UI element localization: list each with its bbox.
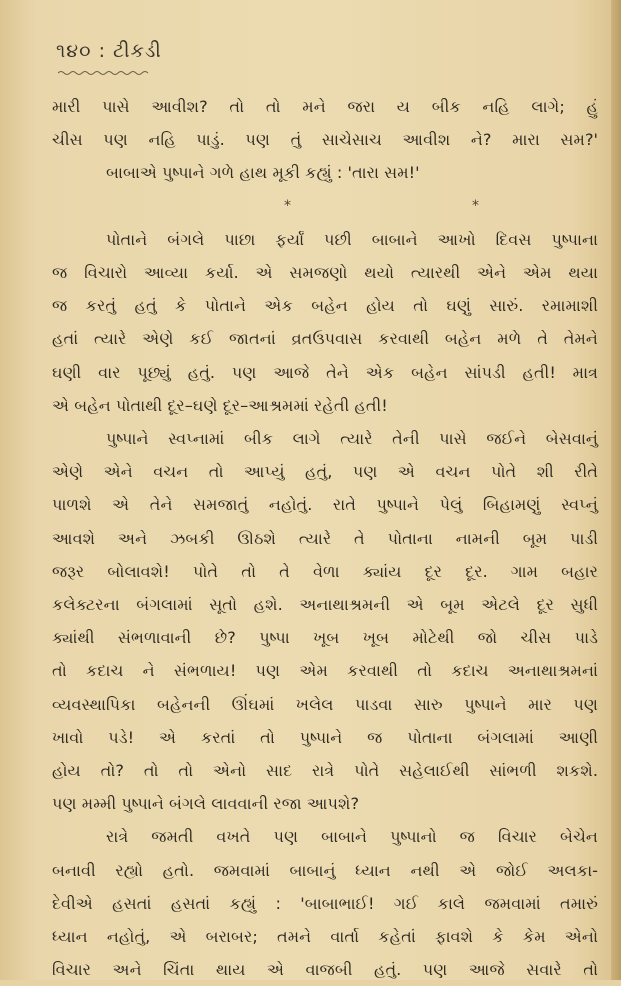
text-line: એણે એને વચન તો આપ્યું હતું, પણ એ વચન પોતે શી રીતે [52, 462, 598, 482]
text-line: પોતાને બંગલે પાછા ફર્યાં પછી બાબાને આખો દિવસ પુષ્પાના [106, 229, 598, 249]
text-line: જરૂર બોલાવશે! પોતે તો તે વેળા ક્યાંય દૂર દૂર. ગામ બહાર [52, 561, 599, 581]
text-line: પણ મમ્મી પુષ્પાને બંગલે લાવવાની રજા આપશે? [52, 794, 360, 814]
body-text [52, 90, 598, 986]
section-break-star: * [284, 197, 291, 214]
text-line: વ્યવસ્થાપિકા બહેનની ઊંઘમાં ખલેલ પાડવા સારુ પુષ્પાને માર પણ [52, 694, 598, 714]
running-header [56, 40, 162, 62]
chapter-title: ટીકડી [113, 40, 162, 62]
text-line: પાળશે એ તેને સમજાતું નહોતું. રાતે પુષ્પાને પેલું બિહામણું સ્વપ્નું [52, 495, 598, 515]
header-wavy-underline [58, 70, 150, 76]
text-line: દેવીએ હસતાં હસતાં કહ્યું : 'બાબાભાઈ! ગઈ કાલે જમવામાં તમારું [52, 893, 598, 913]
text-line: જ કરતું હતું કે પોતાને એક બહેન હોય તો ઘણું સારું. રમામાશી [52, 296, 598, 316]
text-line: તો કદાચ ને સંભળાય! પણ એમ કરવાથી તો કદાચ અનાથાશ્રમનાં [52, 661, 598, 681]
text-line: ખાવો પડે! એ કરતાં તો પુષ્પાને જ પોતાના બંગલામાં આણી [52, 727, 598, 747]
page-edge-shadow [611, 0, 621, 980]
text-line: બનાવી રહ્યો હતો. જમવામાં બાબાનું ધ્યાન નથી એ જોઈ અલકા- [52, 860, 598, 880]
text-line: જ વિચારો આવ્યા કર્યા. એ સમજણો થયો ત્યારથી એને એમ થયા [52, 263, 598, 282]
text-line: પુષ્પાને સ્વપ્નામાં બીક લાગે ત્યારે તેની પાસે જઈને બેસવાનું [106, 429, 598, 449]
text-line: રાત્રે જમતી વખતે પણ બાબાને પુષ્પાનો જ વિચાર બેચેન [106, 827, 598, 847]
section-break [52, 190, 598, 223]
text-line: હતાં ત્યારે એણે કઈ જાતનાં વ્રતઉપવાસ કરવાથી બહેન મળે તે તેમને [52, 329, 598, 349]
text-line: હોય તો? તો તો એનો સાદ રાત્રે પોતે સહેલાઈથી સાંભળી શકશે. [52, 761, 598, 781]
header-separator: : [98, 40, 106, 62]
text-line: મારી પાસે આવીશ? તો તો મને જરા ય બીક નહિ લાગે; હું [52, 97, 598, 116]
text-line: ઘણી વાર પૂછ્યું હતું. પણ આજે તેને એક બહેન સાંપડી હતી! માત્ર [52, 362, 598, 382]
section-break-star: * [472, 197, 479, 214]
page-number: ૧૪૦ [56, 40, 92, 62]
text-line: એ બહેન પોતાથી દૂર–ઘણે દૂર–આશ્રમમાં રહેતી હતી! [52, 395, 388, 415]
text-line: ધ્યાન નહોતું, એ બરાબર; તમને વાર્તા કહેતાં ફાવશે કે કેમ એનો [52, 927, 598, 947]
text-line: ક્યાંથી સંભળાવાની છે? પુષ્પા ખૂબ ખૂબ મોટેથી જો ચીસ પાડે [52, 628, 598, 648]
text-line: કલેક્ટરના બંગલામાં સૂતો હશે. અનાથાશ્રમની એ બૂમ એટલે દૂર સુધી [52, 595, 598, 615]
text-line: ચીસ પણ નહિ પાડું. પણ તું સાચેસાચ આવીશ ને? મારા સમ?' [52, 130, 598, 150]
text-line: આવશે અને ઝબકી ઊઠશે ત્યારે તે પોતાના નામની બૂમ પાડી [52, 528, 598, 548]
text-line: બાબાએ પુષ્પાને ગળે હાથ મૂકી કહ્યું : 'તારા સમ!' [106, 163, 420, 183]
text-line: વિચાર અને ચિંતા થાય એ વાજબી હતું. પણ આજે સવારે તો [52, 960, 598, 980]
